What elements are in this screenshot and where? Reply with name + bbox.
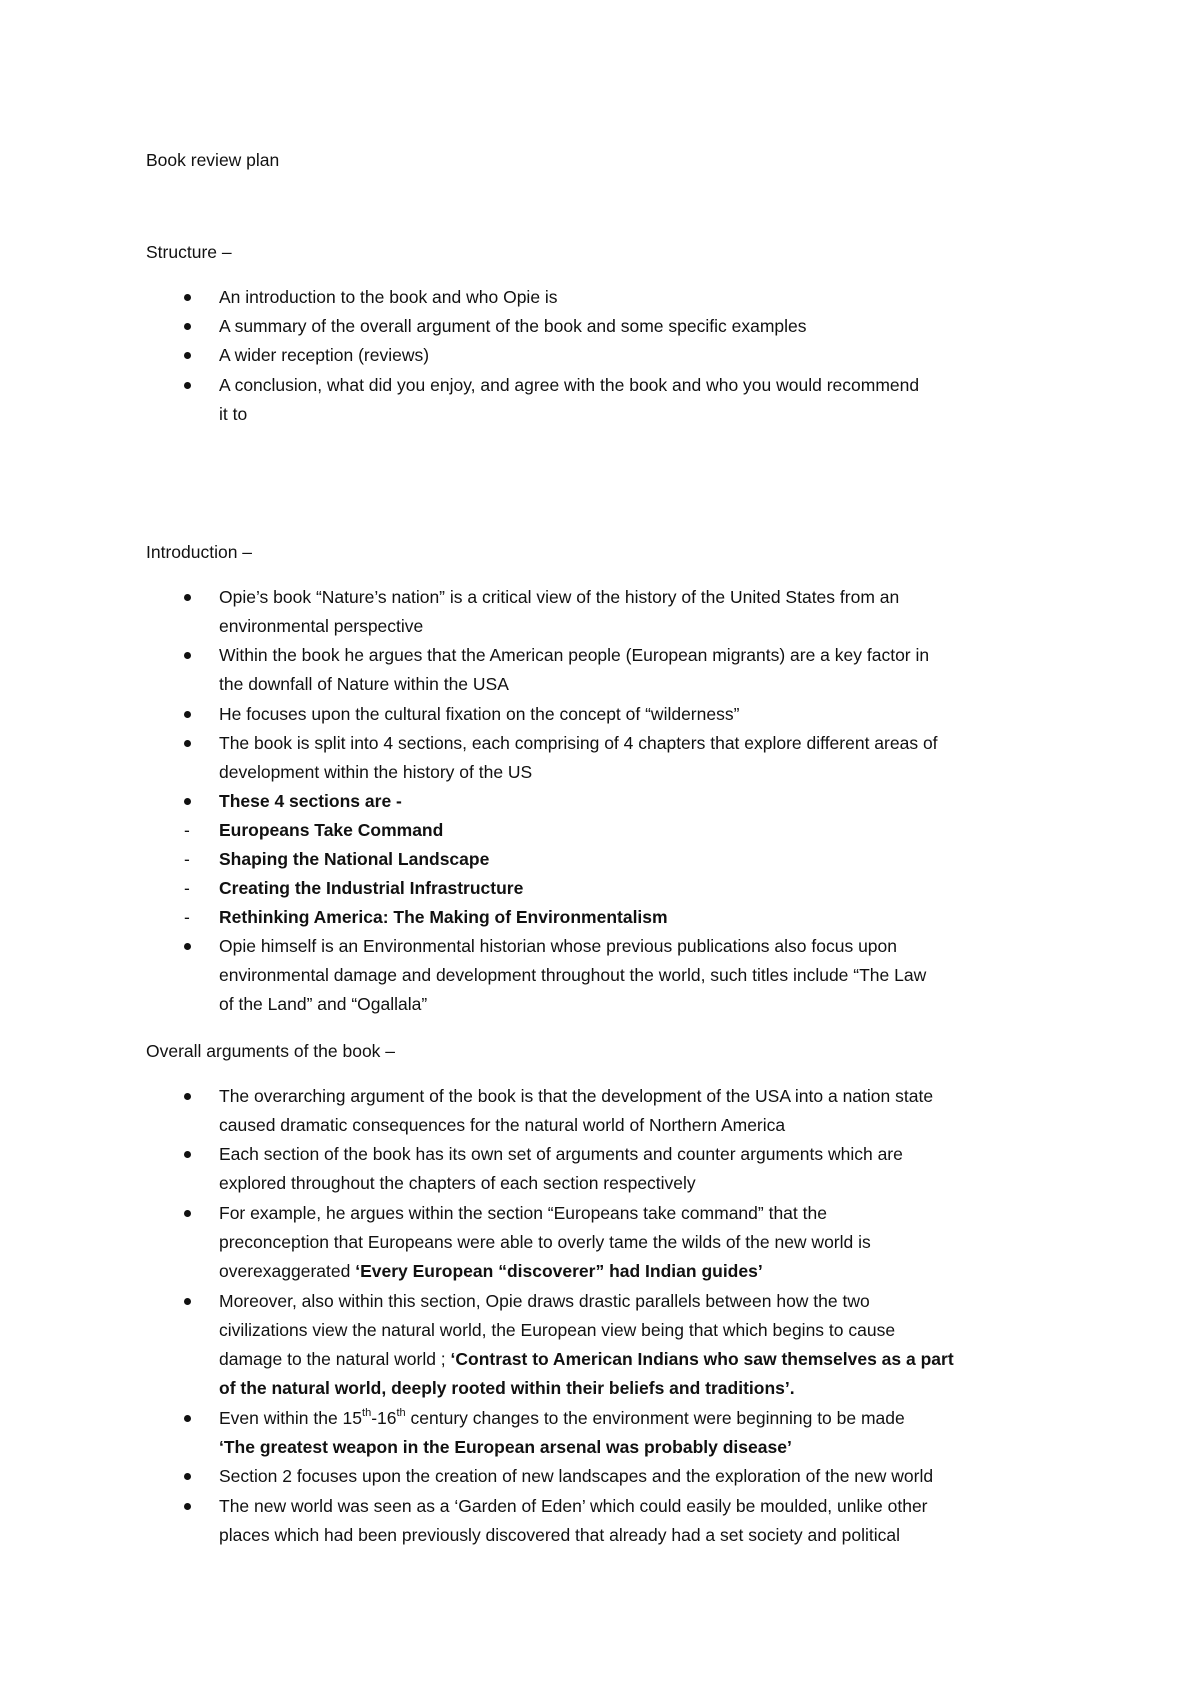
section-item — [219, 906, 668, 928]
intro-line: Opie’s book “Nature’s nation” is a critical view of the history of the United States from an — [219, 587, 900, 607]
bullet-marker — [184, 323, 191, 330]
section-title: Europeans Take Command — [219, 820, 444, 840]
bullet-marker — [184, 740, 191, 747]
bullet-marker — [184, 352, 191, 359]
bullet-marker — [184, 594, 191, 601]
argument-line: For example, he argues within the section “Europeans take command” that the — [219, 1203, 827, 1223]
bullet-marker — [184, 1473, 191, 1480]
intro-line — [219, 790, 402, 812]
quote-bold: ‘The greatest weapon in the European arsenal was probably disease’ — [219, 1437, 792, 1457]
bullet-marker — [184, 1503, 191, 1510]
bullet-marker — [184, 1298, 191, 1305]
intro-line: development within the history of the US — [219, 762, 533, 782]
dash-marker: - — [184, 849, 190, 869]
argument-text: century changes to the environment were beginning to be made — [405, 1408, 905, 1428]
argument-line — [219, 1407, 905, 1429]
argument-line — [219, 1348, 954, 1370]
argument-text: -16 — [371, 1408, 397, 1428]
argument-line: Section 2 focuses upon the creation of new landscapes and the exploration of the new world — [219, 1466, 934, 1486]
bullet-marker — [184, 1415, 191, 1422]
bullet-marker — [184, 1210, 191, 1217]
bullet-marker — [184, 1093, 191, 1100]
argument-line: caused dramatic consequences for the natural world of Northern America — [219, 1115, 786, 1135]
intro-line: Opie himself is an Environmental historian whose previous publications also focus upon — [219, 936, 898, 956]
bullet-marker — [184, 382, 191, 389]
quote-bold: ‘Every European “discoverer” had Indian guides’ — [355, 1261, 763, 1281]
section-title: Creating the Industrial Infrastructure — [219, 878, 524, 898]
section-item — [219, 819, 443, 841]
dash-marker: - — [184, 878, 190, 898]
ordinal-suffix: th — [396, 1407, 406, 1420]
argument-line: explored throughout the chapters of each section respectively — [219, 1173, 696, 1193]
argument-line: The overarching argument of the book is that the development of the USA into a nation state — [219, 1086, 934, 1106]
structure-item: An introduction to the book and who Opie is — [219, 287, 558, 307]
bullet-marker — [184, 943, 191, 950]
argument-line: Each section of the book has its own set of arguments and counter arguments which are — [219, 1144, 903, 1164]
structure-item: A summary of the overall argument of the book and some specific examples — [219, 316, 807, 336]
introduction-heading: Introduction – — [146, 542, 253, 562]
section-item — [219, 877, 523, 899]
intro-line: The book is split into 4 sections, each comprising of 4 chapters that explore different areas of — [219, 733, 938, 753]
argument-line: civilizations view the natural world, the European view being that which begins to cause — [219, 1320, 896, 1340]
argument-line: The new world was seen as a ‘Garden of Eden’ which could easily be moulded, unlike other — [219, 1496, 928, 1516]
ordinal-suffix: th — [362, 1407, 372, 1420]
intro-line: environmental damage and development throughout the world, such titles include “The Law — [219, 965, 927, 985]
bullet-marker — [184, 294, 191, 301]
bullet-marker — [184, 798, 191, 805]
argument-line: places which had been previously discovered that already had a set society and political — [219, 1525, 900, 1545]
argument-text: overexaggerated — [219, 1261, 356, 1281]
section-item — [219, 848, 489, 870]
bullet-marker — [184, 652, 191, 659]
document-title: Book review plan — [146, 150, 280, 170]
intro-line: of the Land” and “Ogallala” — [219, 994, 428, 1014]
bullet-marker — [184, 1151, 191, 1158]
dash-marker: - — [184, 907, 190, 927]
intro-line: He focuses upon the cultural fixation on the concept of “wilderness” — [219, 704, 740, 724]
structure-item: A wider reception (reviews) — [219, 345, 430, 365]
section-title: Rethinking America: The Making of Environmentalism — [219, 907, 668, 927]
argument-line: Moreover, also within this section, Opie draws drastic parallels between how the two — [219, 1291, 870, 1311]
quote-bold: ‘Contrast to American Indians who saw themselves as a part — [450, 1349, 954, 1369]
arguments-heading: Overall arguments of the book – — [146, 1041, 396, 1061]
argument-line — [219, 1377, 795, 1399]
argument-line — [219, 1260, 763, 1282]
argument-text: damage to the natural world ; — [219, 1349, 451, 1369]
intro-line: the downfall of Nature within the USA — [219, 674, 509, 694]
quote-bold: of the natural world, deeply rooted within their beliefs and traditions’. — [219, 1378, 795, 1398]
argument-line: preconception that Europeans were able to overly tame the wilds of the new world is — [219, 1232, 871, 1252]
argument-text: Even within the 15 — [219, 1408, 363, 1428]
intro-line: environmental perspective — [219, 616, 424, 636]
dash-marker: - — [184, 820, 190, 840]
section-title: Shaping the National Landscape — [219, 849, 490, 869]
argument-line — [219, 1436, 792, 1458]
sections-label: These 4 sections are - — [219, 791, 402, 811]
intro-line: Within the book he argues that the American people (European migrants) are a key factor in — [219, 645, 930, 665]
bullet-marker — [184, 711, 191, 718]
structure-item: A conclusion, what did you enjoy, and agree with the book and who you would recommend — [219, 375, 920, 395]
structure-item-continuation: it to — [219, 404, 248, 424]
structure-heading: Structure – — [146, 242, 232, 262]
